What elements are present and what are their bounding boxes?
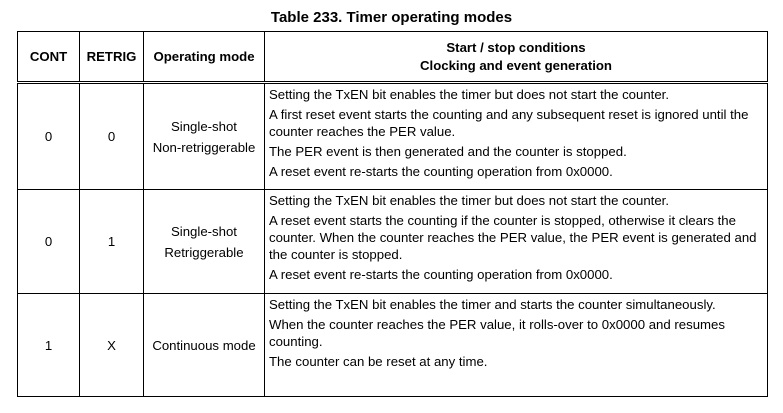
mode-cell [144, 294, 265, 397]
retrig-cell: 0 [80, 83, 144, 190]
cont-cell: 1 [18, 294, 80, 397]
table-row [18, 190, 768, 294]
mode-line2: Non-retriggerable [152, 139, 256, 155]
mode-line1: Continuous mode [152, 337, 256, 353]
mode-cell [144, 190, 265, 294]
header-conditions [265, 32, 768, 83]
retrig-cell: X [80, 294, 144, 397]
header-retrig: RETRIG [80, 32, 144, 83]
condition-paragraph: Setting the TxEN bit enables the timer and starts the counter simultaneously. [269, 297, 716, 312]
header-operating-mode: Operating mode [144, 32, 265, 83]
condition-paragraph: The PER event is then generated and the counter is stopped. [269, 144, 627, 159]
table-caption: Table 233. Timer operating modes [270, 9, 513, 26]
conditions-cell [265, 190, 768, 294]
condition-paragraph: A reset event starts the counting if the counter is stopped, otherwise it clears the counter. When the counter reaches the PER value, the PER event is generated and the counter is stopped. [269, 213, 757, 262]
condition-paragraph: Setting the TxEN bit enables the timer but does not start the counter. [269, 193, 670, 208]
header-row [18, 32, 768, 83]
table-row [18, 294, 768, 397]
condition-paragraph: A reset event re-starts the counting operation from 0x0000. [269, 267, 613, 282]
conditions-cell [265, 83, 768, 190]
header-conditions-line1: Start / stop conditions [446, 39, 586, 55]
timer-modes-table [17, 31, 768, 397]
header-cont: CONT [18, 32, 80, 83]
condition-paragraph: Setting the TxEN bit enables the timer but does not start the counter. [269, 87, 670, 102]
retrig-cell: 1 [80, 190, 144, 294]
mode-line1: Single-shot [171, 223, 237, 239]
mode-cell [144, 83, 265, 190]
cont-cell: 0 [18, 83, 80, 190]
condition-paragraph: A first reset event starts the counting and any subsequent reset is ignored until the counter reaches the PER value. [269, 107, 749, 139]
conditions-cell [265, 294, 768, 397]
table-row [18, 83, 768, 190]
condition-paragraph: A reset event re-starts the counting operation from 0x0000. [269, 164, 613, 179]
condition-paragraph: The counter can be reset at any time. [269, 354, 488, 369]
cont-cell: 0 [18, 190, 80, 294]
condition-paragraph: When the counter reaches the PER value, it rolls-over to 0x0000 and resumes counting. [269, 317, 725, 349]
mode-line2: Retriggerable [164, 244, 244, 260]
mode-line1: Single-shot [171, 118, 237, 134]
header-conditions-line2: Clocking and event generation [420, 57, 612, 73]
